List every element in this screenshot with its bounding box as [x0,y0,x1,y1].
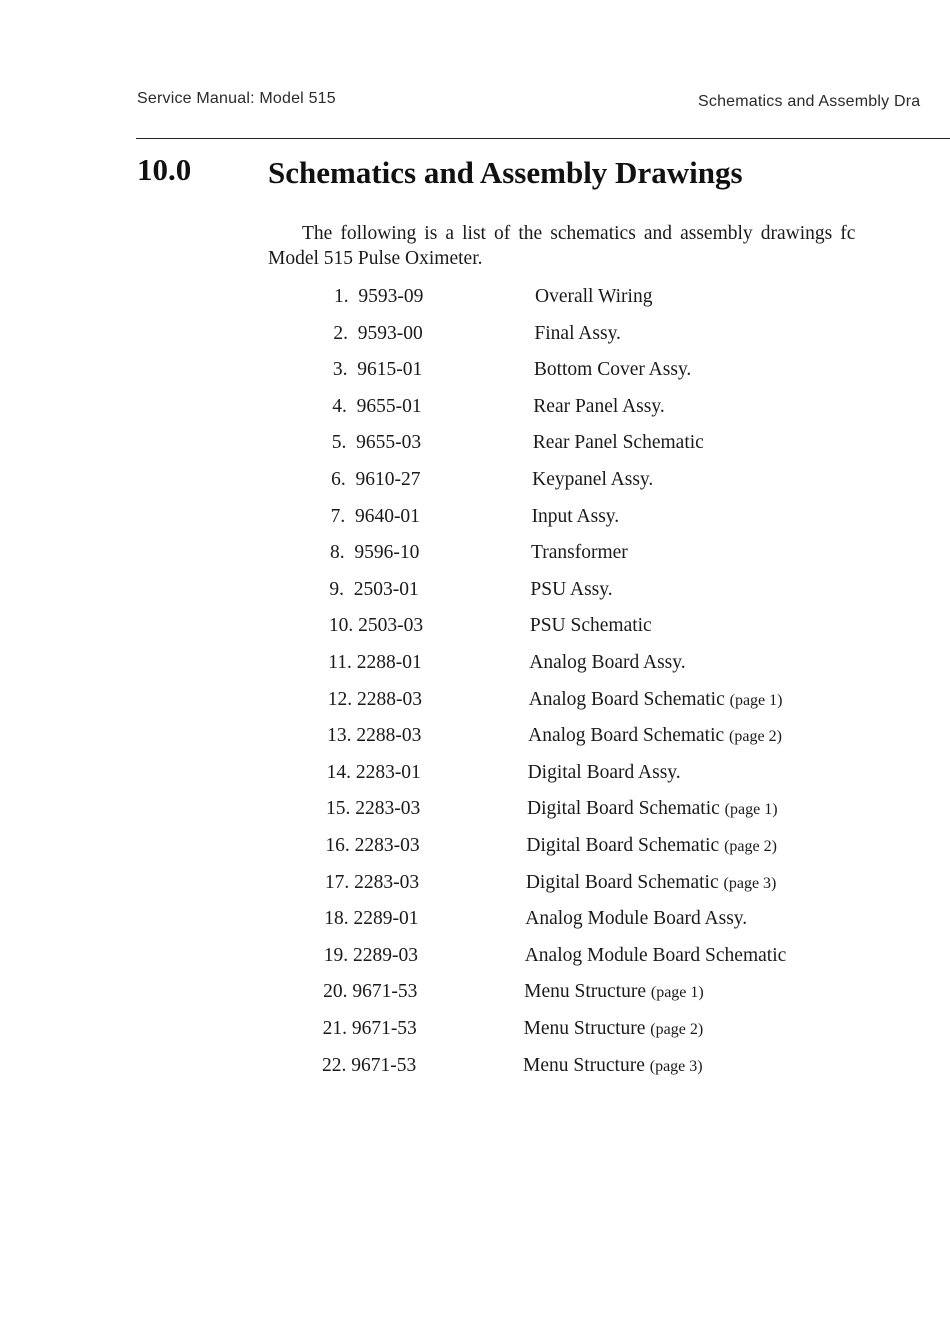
section-title: Schematics and Assembly Drawings [268,155,743,190]
drawing-title [523,1055,703,1077]
drawing-title [533,396,664,418]
drawing-title-text: Digital Board Schematic [526,835,720,856]
drawing-title [535,286,652,308]
intro-line-2: Model 515 Pulse Oximeter. [268,248,483,269]
drawing-title-text: Rear Panel Schematic [532,432,704,454]
drawing-title [530,579,612,601]
drawing-number: 1. 9593-09 [334,286,424,307]
drawing-title-text: Menu Structure [523,1018,646,1039]
drawing-title [531,542,628,564]
drawing-title [529,689,783,711]
drawing-title-text: Analog Board Schematic [528,725,725,747]
page-note: (page 3) [649,1057,703,1075]
drawing-number: 4. 9655-01 [332,395,422,417]
drawing-title [528,725,782,747]
drawing-title-text: Input Assy. [531,505,620,527]
drawing-title [526,835,777,857]
drawing-title [527,798,778,820]
drawing-title [528,762,681,784]
drawing-title-text: Overall Wiring [535,286,653,307]
drawing-title-text: Digital Board Schematic [527,798,720,820]
drawing-number: 11. 2288-01 [328,652,422,673]
section-number: 10.0 [137,152,192,187]
drawing-title-text: Menu Structure [523,1054,645,1076]
page-note: (page 1) [729,691,783,709]
drawing-number: 5. 9655-03 [331,432,422,454]
drawing-number: 9. 2503-01 [329,578,419,600]
drawing-title [532,506,620,528]
drawing-number: 2. 9593-00 [333,322,423,344]
drawing-title-text: Menu Structure [524,981,646,1003]
drawing-title [532,469,653,491]
drawing-title [525,945,787,967]
drawing-title-text: Bottom Cover Assy. [533,359,692,381]
page-note: (page 2) [724,838,777,855]
drawing-number: 21. 9671-53 [322,1018,417,1039]
drawing-title [524,1018,704,1040]
drawing-title-text: Analog Board Schematic [528,688,725,710]
page-note: (page 1) [650,984,704,1002]
drawing-title [534,323,621,345]
drawing-title-text: Keypanel Assy. [532,469,654,490]
drawing-number: 12. 2288-03 [327,688,422,710]
drawing-number: 14. 2283-01 [326,761,421,783]
drawing-title-text: Digital Board Schematic [525,871,719,893]
drawing-number: 16. 2283-03 [325,835,420,856]
drawing-title-text: Analog Board Assy. [529,652,686,673]
drawing-title [524,981,704,1003]
drawing-number: 8. 9596-10 [330,542,420,564]
drawing-number: 3. 9615-01 [332,359,423,381]
running-header-right: Schematics and Assembly Dra [698,93,921,110]
intro-line-1: The following is a list of the schematics and assembly drawings fc [302,223,856,244]
page-note: (page 3) [723,874,777,892]
drawing-title-text: Rear Panel Assy. [533,395,665,417]
drawing-title-text: PSU Assy. [530,578,613,600]
drawing-number: 19. 2289-03 [323,944,418,966]
drawing-number: 7. 9640-01 [330,505,420,527]
page-note: (page 2) [650,1021,704,1038]
drawing-title-text: Digital Board Assy. [527,761,681,783]
drawing-number: 20. 9671-53 [323,981,418,1003]
drawing-title [525,908,747,930]
drawing-title-text: Final Assy. [534,322,621,344]
drawing-number: 17. 2283-03 [324,871,420,893]
drawing-title-text: Analog Module Board Schematic [524,944,787,966]
page-note: (page 1) [724,801,778,819]
drawing-title-text: Transformer [531,542,628,564]
drawing-number: 15. 2283-03 [326,798,421,820]
drawing-title [530,615,652,637]
drawing-title [533,432,704,454]
page-note: (page 2) [729,728,782,746]
running-header-left: Service Manual: Model 515 [137,90,336,107]
drawing-number: 10. 2503-03 [328,615,424,637]
drawing-number: 6. 9610-27 [331,469,421,490]
drawing-number: 13. 2288-03 [327,725,422,747]
drawing-title [526,872,777,894]
drawing-number: 18. 2289-01 [324,908,419,930]
drawing-title [534,359,691,381]
drawing-title-text: PSU Schematic [529,615,652,637]
drawing-title-text: Analog Module Board Assy. [525,908,748,930]
drawing-title [529,652,685,674]
drawing-number: 22. 9671-53 [322,1054,417,1076]
